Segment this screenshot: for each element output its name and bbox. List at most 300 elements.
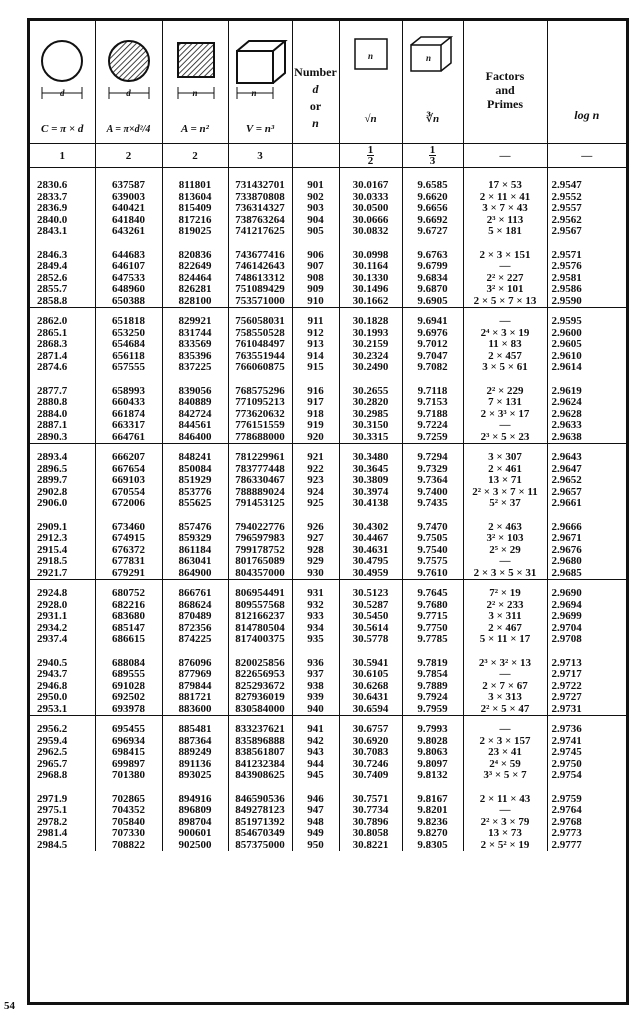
table-cell: 841232384 (228, 759, 292, 771)
table-cell: 9.7364 (402, 475, 463, 487)
table-cell: 817400375 (228, 634, 292, 646)
header-number-line4: n (312, 116, 319, 130)
table-cell: 679291 (95, 568, 162, 580)
table-cell: 2.9661 (547, 498, 626, 510)
table-cell: 9.7924 (402, 692, 463, 704)
table-cell: 2.9704 (547, 623, 626, 635)
header-circumference (30, 21, 95, 144)
table-cell: 2 × 467 (463, 623, 547, 635)
table-cell: 2.9736 (547, 724, 626, 736)
table-cell: 846590536 (228, 794, 292, 806)
table-cell: 942 (292, 736, 339, 748)
table-cell: 661874 (95, 409, 162, 421)
table-row (30, 432, 626, 444)
table-cell: 2 × 5 × 7 × 13 (463, 296, 547, 308)
table-cell: 2937.4 (37, 633, 68, 645)
table-cell: 650388 (95, 296, 162, 308)
table-cell: 9.7715 (402, 611, 463, 623)
header-factors (463, 21, 547, 144)
table-cell: 701380 (95, 770, 162, 782)
table-cell: 2.9777 (547, 840, 626, 852)
table-cell: 5 × 181 (463, 226, 547, 238)
table-cell: 707330 (95, 828, 162, 840)
table-cell: 689555 (95, 669, 162, 681)
table-cell: — (463, 261, 547, 273)
table-cell: 30.2655 (339, 386, 402, 398)
table-cell: 766060875 (228, 362, 292, 374)
table-cell: 30.7246 (339, 759, 402, 771)
table-cell: 2.9586 (547, 284, 626, 296)
table-cell: 7² × 19 (463, 588, 547, 600)
table-cell: 30.0998 (339, 250, 402, 262)
table-row (30, 420, 626, 432)
table-cell: 30.4302 (339, 522, 402, 534)
table-cell: 2.9643 (547, 452, 626, 464)
table-cell: 2 × 3 × 157 (463, 736, 547, 748)
table-cell: 2.9619 (547, 386, 626, 398)
table-cell: 2877.7 (37, 384, 68, 397)
table-cell: 893025 (162, 770, 228, 782)
table-cell: 2.9628 (547, 409, 626, 421)
table-cell: 925 (292, 498, 339, 510)
table-cell: 913 (292, 339, 339, 351)
table-cell: 819025 (162, 226, 228, 238)
index-cell (292, 144, 339, 168)
table-cell: 859329 (162, 533, 228, 545)
table-cell: 9.7012 (402, 339, 463, 351)
table-cell: 2.9610 (547, 351, 626, 363)
table-cell: 741217625 (228, 226, 292, 238)
table-cell: 660433 (95, 397, 162, 409)
header-log (547, 21, 626, 144)
table-cell: 2836.9 (37, 202, 68, 214)
table-row (30, 362, 626, 374)
header-label-c3: A = n² (181, 123, 209, 135)
table-cell: 933 (292, 611, 339, 623)
table-row (30, 226, 626, 238)
table-cell: 854670349 (228, 828, 292, 840)
table-cell: 30.8058 (339, 828, 402, 840)
table-cell: 672006 (95, 498, 162, 510)
table-cell: 692502 (95, 692, 162, 704)
header-number-line3: or (309, 99, 322, 113)
table-cell: 705840 (95, 817, 162, 829)
table-cell: — (463, 669, 547, 681)
group-spacer (30, 646, 626, 658)
table-row (30, 634, 626, 646)
table-cell: 786330467 (228, 475, 292, 487)
spacer-cell (292, 510, 339, 522)
header-label-c6: √n (364, 113, 377, 125)
table-cell: 906 (292, 250, 339, 262)
header-cbrt (402, 21, 463, 144)
table-cell: 2⁴ × 59 (463, 759, 547, 771)
table-cell: 2 × 3³ × 17 (463, 409, 547, 421)
table-cell: 30.5941 (339, 658, 402, 670)
header-number (292, 21, 339, 144)
table-cell: 9.7819 (402, 658, 463, 670)
spacer-cell (547, 374, 626, 386)
table-cell: 9.8305 (402, 840, 463, 852)
table-cell: 653250 (95, 328, 162, 340)
table-cell: 2858.8 (37, 294, 68, 307)
table-cell: 2.9547 (547, 180, 626, 192)
table-cell: 2880.8 (37, 396, 68, 408)
table-cell: 30.2324 (339, 351, 402, 363)
table-cell: 2956.2 (37, 723, 68, 735)
table-cell: 915 (292, 362, 339, 374)
table-cell: 2953.1 (37, 702, 68, 715)
table-cell: 930 (292, 568, 339, 580)
table-cell: 9.6941 (402, 316, 463, 328)
table-cell: 702865 (95, 794, 162, 806)
table-cell: 9.8201 (402, 805, 463, 817)
table-cell: 2946.8 (37, 679, 68, 692)
table-cell: 2934.2 (37, 621, 68, 634)
table-cell: 902500 (162, 840, 228, 852)
spacer-cell (30, 646, 95, 658)
table-row (30, 611, 626, 623)
index-cell: — (463, 144, 547, 168)
table-cell: 926 (292, 522, 339, 534)
table-cell: 835896888 (228, 736, 292, 748)
table-cell: 646107 (95, 261, 162, 273)
table-cell: 9.6799 (402, 261, 463, 273)
header-label-c2: A = π×d²/4 (106, 124, 151, 135)
table-cell: 640421 (95, 203, 162, 215)
table-cell: 2.9624 (547, 397, 626, 409)
table-cell: 30.5450 (339, 611, 402, 623)
table-cell: 885481 (162, 724, 228, 736)
table-cell: 898704 (162, 817, 228, 829)
table-cell: 2⁵ × 29 (463, 545, 547, 557)
table-cell: 9.7540 (402, 545, 463, 557)
table-cell: 2906.0 (37, 497, 68, 509)
table-cell: 2890.3 (37, 430, 68, 443)
table-cell: 2874.6 (37, 361, 68, 373)
table-cell: 9.8028 (402, 736, 463, 748)
table-cell: 2.9773 (547, 828, 626, 840)
table-cell: 2.9671 (547, 533, 626, 545)
table-cell: 922 (292, 464, 339, 476)
table-cell: 2950.0 (37, 691, 68, 703)
table-cell: 9.7153 (402, 397, 463, 409)
table-cell: 820025856 (228, 658, 292, 670)
table-cell: 908 (292, 273, 339, 285)
table-cell: 2928.0 (37, 598, 68, 611)
header-circle-area (95, 21, 162, 144)
spacer-cell (228, 238, 292, 250)
table-cell: 2830.6 (37, 179, 68, 191)
table-cell: 30.5287 (339, 600, 402, 612)
table-cell: 763551944 (228, 351, 292, 363)
spacer-cell (402, 782, 463, 794)
group-spacer (30, 510, 626, 522)
table-cell: 3² × 101 (463, 284, 547, 296)
table-row (30, 770, 626, 782)
index-cell (339, 144, 402, 168)
table-cell: 9.7505 (402, 533, 463, 545)
table-cell: 685147 (95, 623, 162, 635)
table-cell: 2843.1 (37, 225, 68, 237)
table-cell: 9.7959 (402, 704, 463, 716)
table-cell: 843908625 (228, 770, 292, 782)
table-cell: 833569 (162, 339, 228, 351)
table-cell: 677831 (95, 556, 162, 568)
table-cell: 2 × 11 × 43 (463, 794, 547, 806)
table-cell: 931 (292, 588, 339, 600)
table-cell: 663317 (95, 420, 162, 432)
table-cell: 30.0666 (339, 215, 402, 227)
table-cell: 30.3480 (339, 452, 402, 464)
table-cell: 937 (292, 669, 339, 681)
table-cell: 2981.4 (37, 827, 68, 839)
table-row (30, 203, 626, 215)
table-cell: 914 (292, 351, 339, 363)
table-row (30, 704, 626, 716)
table-cell: 920 (292, 432, 339, 444)
table-cell: 835396 (162, 351, 228, 363)
table-cell: 2.9647 (547, 464, 626, 476)
table-cell: — (463, 556, 547, 568)
table-cell: 934 (292, 623, 339, 635)
index-row (30, 144, 626, 168)
table-cell: 945 (292, 770, 339, 782)
table-cell: 758550528 (228, 328, 292, 340)
table-cell: 756058031 (228, 316, 292, 328)
table-cell: 751089429 (228, 284, 292, 296)
table-cell: 2.9764 (547, 805, 626, 817)
table-cell: 943 (292, 747, 339, 759)
table-cell: 842724 (162, 409, 228, 421)
table-cell: 30.1993 (339, 328, 402, 340)
table-cell: 2.9638 (547, 432, 626, 444)
index-cell: 2 (162, 144, 228, 168)
table-cell: 2.9657 (547, 487, 626, 499)
table-cell: 2962.5 (37, 746, 68, 758)
table-row (30, 284, 626, 296)
spacer-cell (292, 782, 339, 794)
spacer-cell (339, 510, 402, 522)
table-cell: 30.2820 (339, 397, 402, 409)
table-cell: 820836 (162, 250, 228, 262)
table-cell: 2 × 457 (463, 351, 547, 363)
header-sqrt (339, 21, 402, 144)
table-cell: 887364 (162, 736, 228, 748)
table-cell: 2871.4 (37, 349, 68, 362)
table-cell: 9.8270 (402, 828, 463, 840)
table-cell: 2975.1 (37, 804, 68, 816)
table-cell: 927 (292, 533, 339, 545)
table-cell: 827936019 (228, 692, 292, 704)
group-spacer (30, 374, 626, 386)
table-cell: 2896.5 (37, 462, 68, 475)
table-cell: 11 × 83 (463, 339, 547, 351)
spacer-cell (228, 374, 292, 386)
table-cell: 2³ × 113 (463, 215, 547, 227)
table-row (30, 840, 626, 852)
table-cell: 680752 (95, 588, 162, 600)
table-cell: 2 × 463 (463, 522, 547, 534)
table-cell: 866761 (162, 588, 228, 600)
group-spacer (30, 782, 626, 794)
table-cell: 2.9595 (547, 316, 626, 328)
table-cell: 699897 (95, 759, 162, 771)
table-cell: 812166237 (228, 611, 292, 623)
table-cell: 9.8063 (402, 747, 463, 759)
table-cell: 853776 (162, 487, 228, 499)
table-cell: 855625 (162, 498, 228, 510)
table-row (30, 669, 626, 681)
table-cell: 829921 (162, 316, 228, 328)
table-cell: 2833.7 (37, 190, 68, 203)
table-cell: 918 (292, 409, 339, 421)
header-label-c9: log n (574, 108, 600, 122)
table-cell: 2909.1 (37, 520, 68, 533)
table-cell: 781229961 (228, 452, 292, 464)
table-cell: 905 (292, 226, 339, 238)
table-cell: 872356 (162, 623, 228, 635)
table-cell: 851929 (162, 475, 228, 487)
table-cell: 30.6431 (339, 692, 402, 704)
table-cell: 896809 (162, 805, 228, 817)
table-cell: 656118 (95, 351, 162, 363)
table-cell: 2.9745 (547, 747, 626, 759)
spacer-cell (339, 646, 402, 658)
table-cell: 928 (292, 545, 339, 557)
table-cell: 826281 (162, 284, 228, 296)
table-cell: 919 (292, 420, 339, 432)
table-cell: 857476 (162, 522, 228, 534)
table-cell: 682216 (95, 600, 162, 612)
table-cell: 704352 (95, 805, 162, 817)
table-cell: 731432701 (228, 180, 292, 192)
table-cell: 824464 (162, 273, 228, 285)
index-cell (402, 144, 463, 168)
table-cell: 902 (292, 192, 339, 204)
table-cell: 639003 (95, 192, 162, 204)
table-cell: 30.5614 (339, 623, 402, 635)
table-sheet (27, 18, 629, 1005)
table-cell: 806954491 (228, 588, 292, 600)
table-cell: 30.8221 (339, 840, 402, 852)
table-cell: 647533 (95, 273, 162, 285)
table-cell: 30.7409 (339, 770, 402, 782)
table-cell: 9.7082 (402, 362, 463, 374)
table-cell: 9.6620 (402, 192, 463, 204)
table-cell: 2.9727 (547, 692, 626, 704)
table-cell: 733870808 (228, 192, 292, 204)
table-cell: 801765089 (228, 556, 292, 568)
table-cell: 9.8132 (402, 770, 463, 782)
table-cell: 838561807 (228, 747, 292, 759)
table-cell: 30.2490 (339, 362, 402, 374)
table-cell: 9.7750 (402, 623, 463, 635)
table-cell: 2855.7 (37, 283, 68, 295)
table-cell: 2884.0 (37, 407, 68, 420)
table-cell: 3 × 311 (463, 611, 547, 623)
table-cell: 3 × 307 (463, 452, 547, 464)
table-cell: 9.6976 (402, 328, 463, 340)
table-cell: 2.9717 (547, 669, 626, 681)
table-row (30, 588, 626, 600)
dim-label-d2: d (126, 88, 131, 98)
spacer-cell (463, 782, 547, 794)
box-label-n2: n (425, 53, 431, 63)
table-cell: 30.1330 (339, 273, 402, 285)
table-cell: 9.6727 (402, 226, 463, 238)
table-cell: 2.9708 (547, 634, 626, 646)
table-cell: 30.4959 (339, 568, 402, 580)
table-cell: 648960 (95, 284, 162, 296)
header-square-area (162, 21, 228, 144)
table-cell: 708822 (95, 840, 162, 852)
table-cell: 907 (292, 261, 339, 273)
table-cell: 686615 (95, 634, 162, 646)
table-cell: 30.4467 (339, 533, 402, 545)
table-row (30, 296, 626, 308)
table-cell: 9.6692 (402, 215, 463, 227)
table-cell: 30.5123 (339, 588, 402, 600)
math-table (30, 21, 626, 851)
table-cell: 2943.7 (37, 668, 68, 680)
table-row (30, 692, 626, 704)
spacer-cell (162, 238, 228, 250)
table-cell: 30.1496 (339, 284, 402, 296)
table-cell: 30.6268 (339, 681, 402, 693)
table-cell: 2.9600 (547, 328, 626, 340)
table-cell: 911 (292, 316, 339, 328)
table-cell: 9.7435 (402, 498, 463, 510)
spacer-cell (292, 238, 339, 250)
table-cell: 2.9741 (547, 736, 626, 748)
table-cell: 2849.4 (37, 260, 68, 272)
table-cell: 909 (292, 284, 339, 296)
spacer-cell (30, 374, 95, 386)
table-cell: 910 (292, 296, 339, 308)
table-cell: 2.9676 (547, 545, 626, 557)
table-cell: 846400 (162, 432, 228, 444)
table-cell: 2² × 3 × 79 (463, 817, 547, 829)
table-cell: 13 × 73 (463, 828, 547, 840)
table-cell: 889249 (162, 747, 228, 759)
index-frac-half: $\frac{1}{2}$ (367, 144, 374, 167)
dim-label-n: n (192, 88, 198, 98)
spacer-cell (547, 238, 626, 250)
spacer-cell (95, 510, 162, 522)
table-cell: 667654 (95, 464, 162, 476)
table-cell: 643261 (95, 226, 162, 238)
table-cell: 2968.8 (37, 769, 68, 781)
table-cell: 935 (292, 634, 339, 646)
table-cell: 2 × 7 × 67 (463, 681, 547, 693)
spacer-cell (463, 510, 547, 522)
table-cell: 3 × 5 × 61 (463, 362, 547, 374)
table-cell: 2.9754 (547, 770, 626, 782)
table-cell: 940 (292, 704, 339, 716)
table-cell: 691028 (95, 681, 162, 693)
table-cell: 673460 (95, 522, 162, 534)
table-cell: 771095213 (228, 397, 292, 409)
table-cell: 9.7575 (402, 556, 463, 568)
table-cell: 2 × 3 × 151 (463, 250, 547, 262)
table-cell: 778688000 (228, 432, 292, 444)
table-cell: 9.7400 (402, 487, 463, 499)
table-cell: 948 (292, 817, 339, 829)
table-cell: 2978.2 (37, 815, 68, 828)
table-cell: 894916 (162, 794, 228, 806)
table-cell: 857375000 (228, 840, 292, 852)
